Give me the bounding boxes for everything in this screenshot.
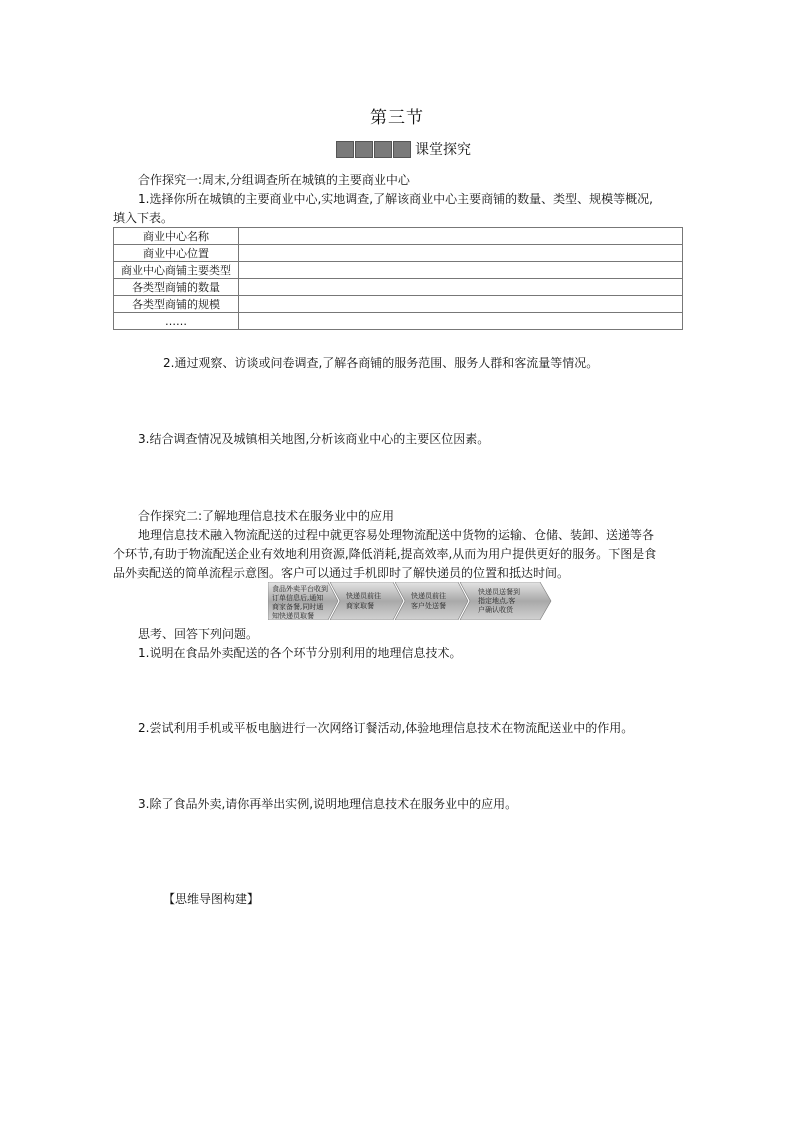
inquiry2-para-line2: 个环节,有助于物流配送企业有效地利用资源,降低消耗,提高效率,从而为用户提供更好的服务。下图是食 <box>113 547 657 561</box>
section-subtitle <box>336 138 471 160</box>
flow-step-3-line: 快递员前往 <box>411 592 446 600</box>
table-input-cell[interactable] <box>239 279 683 296</box>
inquiry1-q1-line2: 填入下表。 <box>113 211 174 225</box>
table-input-cell[interactable] <box>239 245 683 262</box>
table-row <box>114 262 683 279</box>
flow-step-2-line: 商家取餐 <box>346 602 374 610</box>
table-label-cell: 商业中心商铺主要类型 <box>114 262 239 279</box>
flow-step-1-line: 知快递员取餐 <box>272 612 314 620</box>
flow-step-3-line: 客户处送餐 <box>411 602 446 610</box>
table-label-cell: 商业中心名称 <box>114 228 239 245</box>
table-label-cell: 各类型商铺的数量 <box>114 279 239 296</box>
decorative-block <box>393 141 411 158</box>
section-title: 第三节 <box>370 108 424 128</box>
flow-step-4-line: 指定地点,客 <box>478 597 516 605</box>
flow-step-1-line: 商家备餐,同时通 <box>272 603 324 611</box>
flow-step-1 <box>268 582 338 620</box>
flow-step-4 <box>460 582 551 620</box>
table-input-cell[interactable] <box>239 228 683 245</box>
decorative-block <box>374 141 392 158</box>
flow-step-1-line: 食品外卖平台收到 <box>272 585 328 593</box>
flow-step-2-line: 快递员前往 <box>346 592 381 600</box>
flow-step-2 <box>330 582 403 620</box>
decorative-block <box>355 141 373 158</box>
inquiry2-para-line1: 地理信息技术融入物流配送的过程中就更容易处理物流配送中货物的运输、仓储、装卸、送递等各 <box>138 528 655 542</box>
table-label-cell: 商业中心位置 <box>114 245 239 262</box>
flow-step-4-line: 快递员送餐到 <box>478 588 520 596</box>
table-label-cell: …… <box>114 313 239 330</box>
table-row <box>114 245 683 262</box>
table-row <box>114 228 683 245</box>
subtitle-text: 课堂探究 <box>415 142 471 158</box>
table-input-cell[interactable] <box>239 313 683 330</box>
survey-table <box>113 227 683 330</box>
flow-step-4-line: 户确认收货 <box>478 606 513 614</box>
table-row <box>114 279 683 296</box>
inquiry1-q3: 3.结合调查情况及城镇相关地图,分析该商业中心的主要区位因素。 <box>138 432 490 446</box>
table-label-cell: 各类型商铺的规模 <box>114 296 239 313</box>
mindmap-heading: 【思维导图构建】 <box>163 892 260 906</box>
inquiry2-q3: 3.除了食品外卖,请你再举出实例,说明地理信息技术在服务业中的应用。 <box>138 797 518 811</box>
inquiry1-q1-line1: 1.选择你所在城镇的主要商业中心,实地调查,了解该商业中心主要商铺的数量、类型、规模等概况, <box>138 192 653 206</box>
flow-step-1-line: 订单信息后,通知 <box>272 594 324 602</box>
table-input-cell[interactable] <box>239 262 683 279</box>
inquiry2-q1: 1.说明在食品外卖配送的各个环节分别利用的地理信息技术。 <box>138 646 462 660</box>
inquiry2-para-line3: 品外卖配送的简单流程示意图。客户可以通过手机即时了解快递员的位置和抵达时间。 <box>113 566 570 580</box>
think-prompt: 思考、回答下列问题。 <box>138 627 259 641</box>
table-row <box>114 296 683 313</box>
table-row <box>114 313 683 330</box>
inquiry2-heading: 合作探究二:了解地理信息技术在服务业中的应用 <box>138 509 395 523</box>
flow-step-3 <box>395 582 468 620</box>
inquiry1-q2: 2.通过观察、访谈或问卷调查,了解各商铺的服务范围、服务人群和客流量等情况。 <box>163 356 599 370</box>
delivery-flow-diagram <box>268 582 552 620</box>
inquiry2-q2: 2.尝试利用手机或平板电脑进行一次网络订餐活动,体验地理信息技术在物流配送业中的作用。 <box>138 721 634 735</box>
inquiry1-heading: 合作探究一:周末,分组调查所在城镇的主要商业中心 <box>138 173 410 187</box>
decorative-block <box>336 141 354 158</box>
table-input-cell[interactable] <box>239 296 683 313</box>
